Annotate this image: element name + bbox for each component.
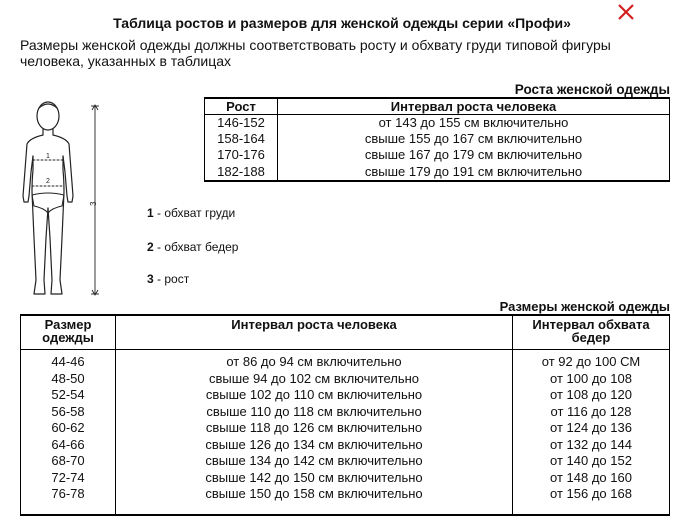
cell-size: 48-50 (21, 370, 116, 387)
table-row (205, 147, 670, 163)
cell-size: 56-58 (21, 403, 116, 420)
cell-height-interval: свыше 134 до 142 см включительно (116, 453, 513, 470)
cell-height: 146-152 (205, 115, 278, 132)
column-header: Интервал роста человека (278, 98, 670, 115)
cell-size: 68-70 (21, 453, 116, 470)
page-title: Таблица ростов и размеров для женской одежды серии «Профи» (113, 15, 571, 31)
cell-hip-interval: от 108 до 120 (513, 387, 670, 404)
cell-height-interval: свыше 118 до 126 см включительно (116, 420, 513, 437)
legend-text: - обхват груди (153, 206, 236, 220)
table-row (21, 469, 670, 486)
table-row (205, 163, 670, 181)
cell-height: 182-188 (205, 163, 278, 181)
close-icon[interactable] (612, 0, 640, 26)
figure-mark-2: 2 (46, 178, 50, 185)
size-table (20, 314, 670, 516)
legend-item-chest (147, 206, 235, 220)
legend-text: - обхват бедер (153, 240, 239, 254)
cell-size: 52-54 (21, 387, 116, 404)
cell-height: 170-176 (205, 147, 278, 163)
legend-item-hips (147, 240, 238, 254)
cell-height-interval: свыше 110 до 118 см включительно (116, 403, 513, 420)
legend-item-height (147, 272, 189, 286)
column-header: Рост (205, 98, 278, 115)
cell-hip-interval: от 116 до 128 (513, 403, 670, 420)
size-table-caption: Размеры женской одежды (499, 299, 670, 314)
cell-hip-interval: от 156 до 168 (513, 486, 670, 515)
cell-hip-interval: от 140 до 152 (513, 453, 670, 470)
cell-height-interval: свыше 94 до 102 см включительно (116, 370, 513, 387)
cell-height-interval: от 86 до 94 см включительно (116, 350, 513, 371)
cell-size: 44-46 (21, 350, 116, 371)
table-row (21, 453, 670, 470)
cell-interval: от 143 до 155 см включительно (278, 115, 670, 132)
legend-num: 2 (147, 240, 154, 254)
table-row (21, 350, 670, 371)
cell-interval: свыше 179 до 191 см включительно (278, 163, 670, 181)
cell-hip-interval: от 124 до 136 (513, 420, 670, 437)
column-header: Размер одежды (21, 315, 116, 350)
cell-size: 60-62 (21, 420, 116, 437)
legend-num: 1 (147, 206, 154, 220)
cell-hip-interval: от 148 до 160 (513, 469, 670, 486)
table-row (21, 420, 670, 437)
table-row (205, 131, 670, 147)
table-row (21, 387, 670, 404)
legend-text: - рост (153, 272, 190, 286)
cell-interval: свыше 167 до 179 см включительно (278, 147, 670, 163)
cell-size: 72-74 (21, 469, 116, 486)
cell-size: 64-66 (21, 436, 116, 453)
height-table-caption: Роста женской одежды (514, 82, 670, 97)
cell-hip-interval: от 132 до 144 (513, 436, 670, 453)
table-row (205, 115, 670, 132)
legend-num: 3 (147, 272, 154, 286)
figure-mark-3: 3 (89, 201, 98, 206)
intro-text: Размеры женской одежды должны соответствовать росту и обхвату груди типовой фигуры человека, указанных в таблицах (20, 37, 611, 69)
cell-height-interval: свыше 150 до 158 см включительно (116, 486, 513, 515)
table-row (21, 403, 670, 420)
table-row (21, 486, 670, 515)
cell-height-interval: свыше 102 до 110 см включительно (116, 387, 513, 404)
column-header: Интервал роста человека (116, 315, 513, 350)
cell-height: 158-164 (205, 131, 278, 147)
height-table (204, 97, 670, 182)
cell-interval: свыше 155 до 167 см включительно (278, 131, 670, 147)
cell-height-interval: свыше 126 до 134 см включительно (116, 436, 513, 453)
table-row (21, 370, 670, 387)
cell-size: 76-78 (21, 486, 116, 515)
cell-hip-interval: от 100 до 108 (513, 370, 670, 387)
column-header: Интервал обхвата бедер (513, 315, 670, 350)
cell-height-interval: свыше 142 до 150 см включительно (116, 469, 513, 486)
cell-hip-interval: от 92 до 100 СМ (513, 350, 670, 371)
table-row (21, 436, 670, 453)
figure-mark-1: 1 (46, 153, 50, 160)
body-figure (12, 98, 108, 302)
